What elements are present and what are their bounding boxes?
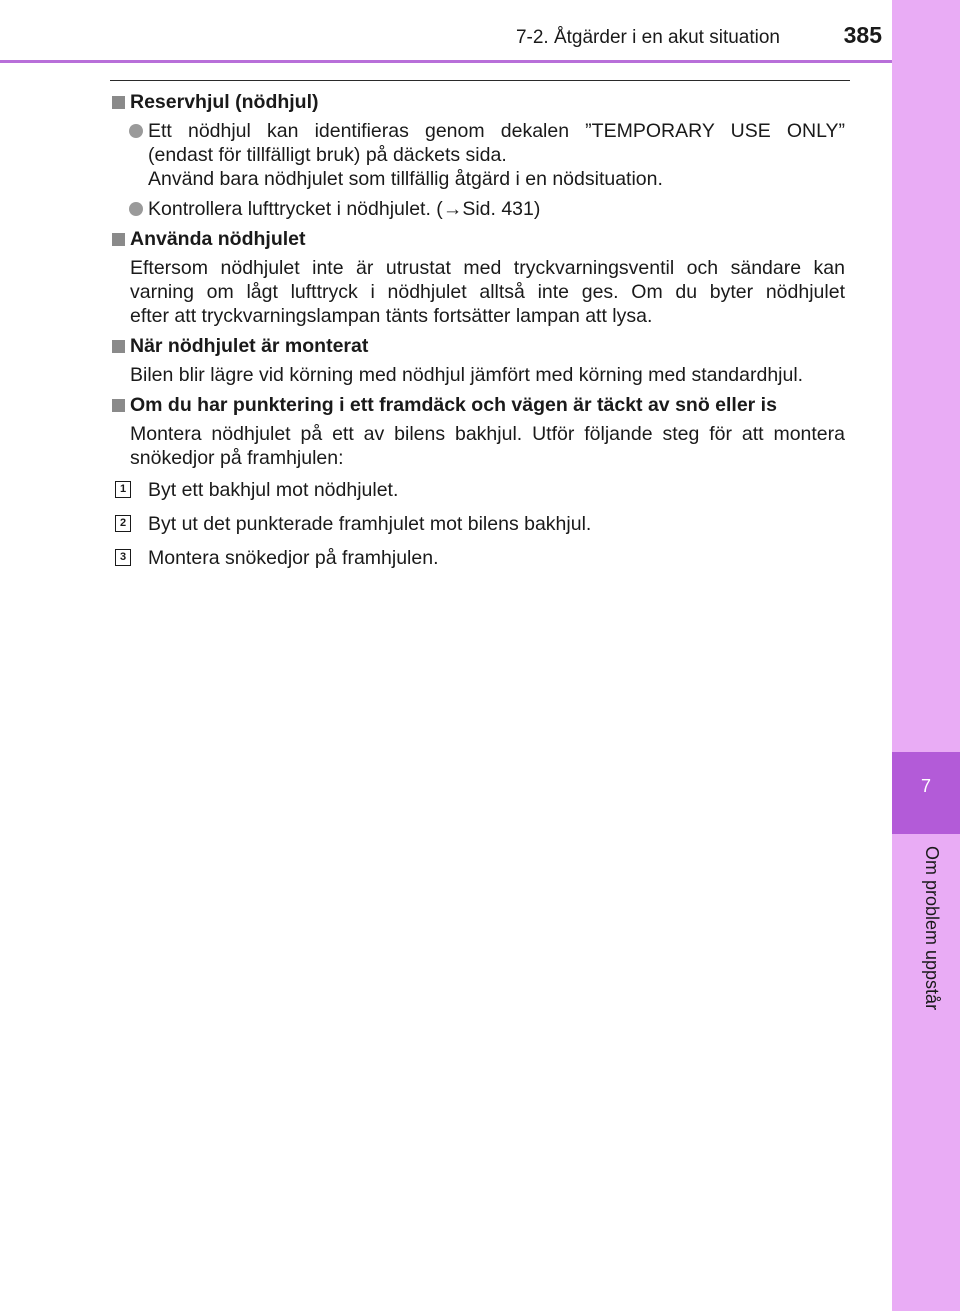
running-header-title: 7-2. Åtgärder i en akut situation bbox=[515, 27, 780, 48]
square-bullet-icon bbox=[112, 399, 125, 412]
header-rule bbox=[0, 60, 892, 63]
step-text: Montera snökedjor på framhjulen. bbox=[148, 547, 439, 569]
bullet-text: Kontrollera lufttrycket i nödhjulet. ( bbox=[148, 198, 443, 220]
paragraph-line: snökedjor på framhjulen: bbox=[130, 447, 344, 469]
bullet-text-line: Ett nödhjul kan identifieras genom dekalen ”TEMPORARY USE ONLY” bbox=[148, 120, 845, 142]
page-number: 385 bbox=[843, 22, 882, 48]
section-nar-monterat bbox=[110, 334, 845, 387]
step-number-box: 1 bbox=[115, 481, 131, 498]
circle-bullet-icon bbox=[129, 124, 143, 138]
bullet-text-line: (endast för tillfälligt bruk) på däckets sida. bbox=[148, 144, 507, 166]
step-item bbox=[110, 546, 845, 570]
step-text: Byt ut det punkterade framhjulet mot bilens bakhjul. bbox=[148, 513, 592, 535]
circle-bullet-icon bbox=[129, 202, 143, 216]
section-heading bbox=[110, 393, 845, 417]
bullet-text-line: Använd bara nödhjulet som tillfällig åtgärd i en nödsituation. bbox=[148, 168, 663, 190]
step-item bbox=[110, 512, 845, 536]
paragraph-line: Bilen blir lägre vid körning med nödhjul jämfört med körning med standardhjul. bbox=[130, 364, 804, 386]
section-heading bbox=[110, 90, 845, 114]
step-list bbox=[110, 478, 845, 570]
content-rule bbox=[110, 80, 850, 81]
section-reservhjul bbox=[110, 90, 845, 221]
heading-text: Använda nödhjulet bbox=[130, 228, 306, 250]
bullet-item bbox=[110, 119, 845, 191]
page-content bbox=[110, 90, 845, 580]
step-text: Byt ett bakhjul mot nödhjulet. bbox=[148, 479, 399, 501]
paragraph bbox=[110, 256, 845, 328]
paragraph-line: Eftersom nödhjulet inte är utrustat med tryckvarningsventil och sändare kan bbox=[130, 257, 845, 279]
section-heading bbox=[110, 227, 845, 251]
heading-text: När nödhjulet är monterat bbox=[130, 335, 369, 357]
page-reference-link[interactable]: Sid. 431) bbox=[462, 198, 541, 220]
paragraph-line: Montera nödhjulet på ett av bilens bakhjul. Utför följande steg för att montera bbox=[130, 423, 845, 445]
step-item bbox=[110, 478, 845, 502]
chapter-side-tab bbox=[892, 0, 960, 1311]
square-bullet-icon bbox=[112, 96, 125, 109]
square-bullet-icon bbox=[112, 340, 125, 353]
arrow-reference-icon: → bbox=[442, 198, 463, 220]
section-heading bbox=[110, 334, 845, 358]
paragraph bbox=[110, 363, 845, 387]
square-bullet-icon bbox=[112, 233, 125, 246]
step-number-box: 2 bbox=[115, 515, 131, 532]
paragraph-line: varning om lågt lufttryck i nödhjulet alltså inte ges. Om du byter nödhjulet bbox=[130, 281, 845, 303]
chapter-number: 7 bbox=[920, 776, 931, 796]
heading-text: Om du har punktering i ett framdäck och vägen är täckt av snö eller is bbox=[130, 394, 777, 416]
heading-text: Reservhjul (nödhjul) bbox=[130, 91, 319, 113]
chapter-label: Om problem uppstår bbox=[922, 846, 942, 1011]
paragraph bbox=[110, 422, 845, 470]
bullet-item bbox=[110, 197, 845, 221]
section-punktering bbox=[110, 393, 845, 570]
section-anvanda-nodhjulet bbox=[110, 227, 845, 328]
step-number-box: 3 bbox=[115, 549, 131, 566]
paragraph-line: efter att tryckvarningslampan tänts fortsätter lampan att lysa. bbox=[130, 305, 653, 327]
